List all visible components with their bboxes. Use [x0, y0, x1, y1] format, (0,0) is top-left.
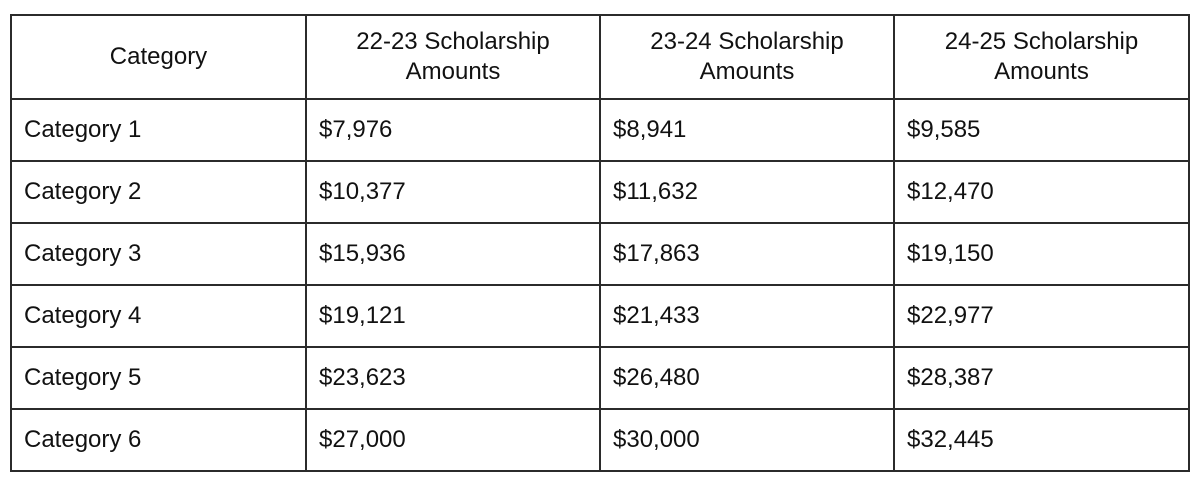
header-category: Category [11, 15, 306, 99]
cell-22-23-amount: $27,000 [306, 409, 600, 471]
header-24-25-amounts: 24-25 Scholarship Amounts [894, 15, 1189, 99]
cell-24-25-amount: $19,150 [894, 223, 1189, 285]
cell-category: Category 6 [11, 409, 306, 471]
cell-22-23-amount: $15,936 [306, 223, 600, 285]
scholarship-table [10, 14, 1190, 472]
cell-23-24-amount: $21,433 [600, 285, 894, 347]
cell-22-23-amount: $10,377 [306, 161, 600, 223]
cell-category: Category 2 [11, 161, 306, 223]
cell-24-25-amount: $32,445 [894, 409, 1189, 471]
table-row [11, 223, 1189, 285]
cell-24-25-amount: $22,977 [894, 285, 1189, 347]
header-row [11, 15, 1189, 99]
table-row [11, 161, 1189, 223]
cell-category: Category 3 [11, 223, 306, 285]
cell-22-23-amount: $19,121 [306, 285, 600, 347]
table-row [11, 285, 1189, 347]
table-row [11, 347, 1189, 409]
header-22-23-amounts: 22-23 Scholarship Amounts [306, 15, 600, 99]
table-body [11, 99, 1189, 471]
table-header [11, 15, 1189, 99]
cell-category: Category 4 [11, 285, 306, 347]
cell-23-24-amount: $8,941 [600, 99, 894, 161]
cell-23-24-amount: $17,863 [600, 223, 894, 285]
cell-23-24-amount: $26,480 [600, 347, 894, 409]
scholarship-table-container [10, 14, 1188, 472]
table-row [11, 409, 1189, 471]
cell-23-24-amount: $30,000 [600, 409, 894, 471]
header-23-24-amounts: 23-24 Scholarship Amounts [600, 15, 894, 99]
cell-category: Category 1 [11, 99, 306, 161]
cell-24-25-amount: $28,387 [894, 347, 1189, 409]
cell-24-25-amount: $9,585 [894, 99, 1189, 161]
cell-23-24-amount: $11,632 [600, 161, 894, 223]
cell-22-23-amount: $23,623 [306, 347, 600, 409]
cell-22-23-amount: $7,976 [306, 99, 600, 161]
cell-category: Category 5 [11, 347, 306, 409]
table-row [11, 99, 1189, 161]
cell-24-25-amount: $12,470 [894, 161, 1189, 223]
